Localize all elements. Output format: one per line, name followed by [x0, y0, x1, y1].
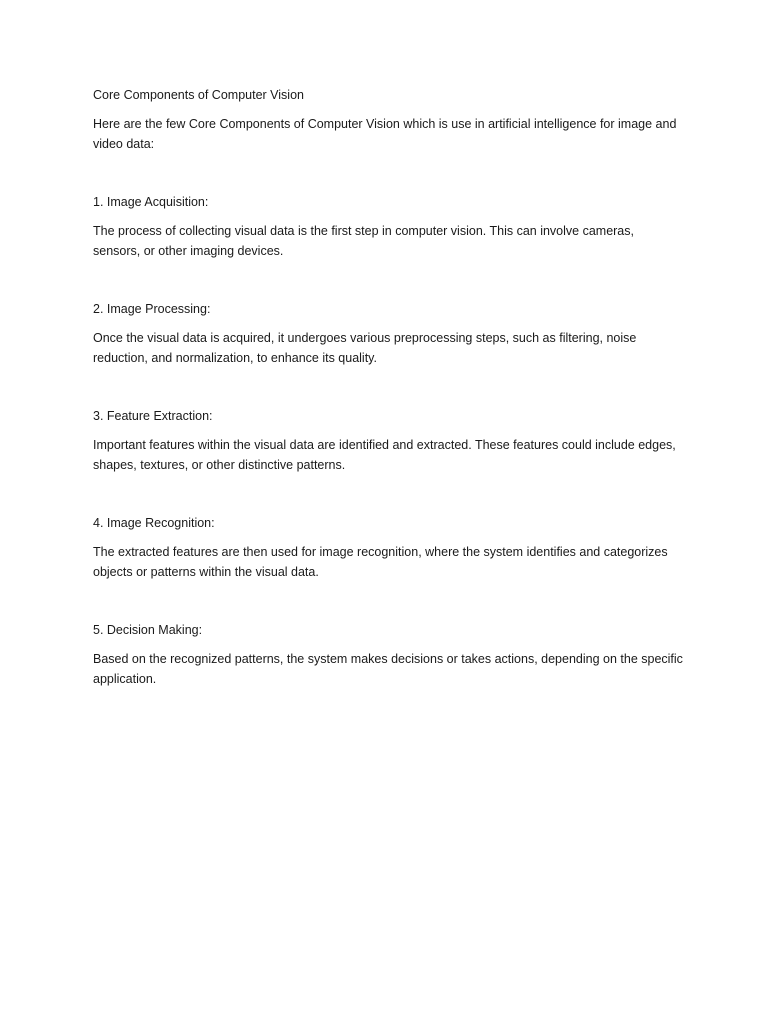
section-body: Once the visual data is acquired, it undergoes various preprocessing steps, such as filtering, noise reduction, and normalization, to enhance its quality. — [93, 331, 637, 365]
section-decision-making — [93, 620, 683, 689]
section-image-recognition — [93, 513, 683, 582]
section-heading: 4. Image Recognition: — [93, 516, 215, 530]
document-title: Core Components of Computer Vision — [93, 88, 304, 102]
section-feature-extraction — [93, 406, 683, 475]
section-heading: 5. Decision Making: — [93, 623, 203, 637]
section-image-acquisition — [93, 192, 683, 261]
section-body: The extracted features are then used for image recognition, where the system identifies and categorizes objects or patterns within the visual data. — [93, 545, 668, 579]
section-body: The process of collecting visual data is the first step in computer vision. This can involve cameras, sensors, or other imaging devices. — [93, 224, 634, 258]
intro-paragraph: Here are the few Core Components of Computer Vision which is use in artificial intelligence for image and video data: — [93, 117, 677, 151]
section-heading: 3. Feature Extraction: — [93, 409, 213, 423]
document-page — [93, 85, 683, 689]
section-body: Based on the recognized patterns, the system makes decisions or takes actions, depending on the specific application. — [93, 652, 683, 686]
section-heading: 1. Image Acquisition: — [93, 195, 209, 209]
section-image-processing — [93, 299, 683, 368]
section-body: Important features within the visual data are identified and extracted. These features could include edges, shapes, textures, or other distinctive patterns. — [93, 438, 676, 472]
section-heading: 2. Image Processing: — [93, 302, 211, 316]
